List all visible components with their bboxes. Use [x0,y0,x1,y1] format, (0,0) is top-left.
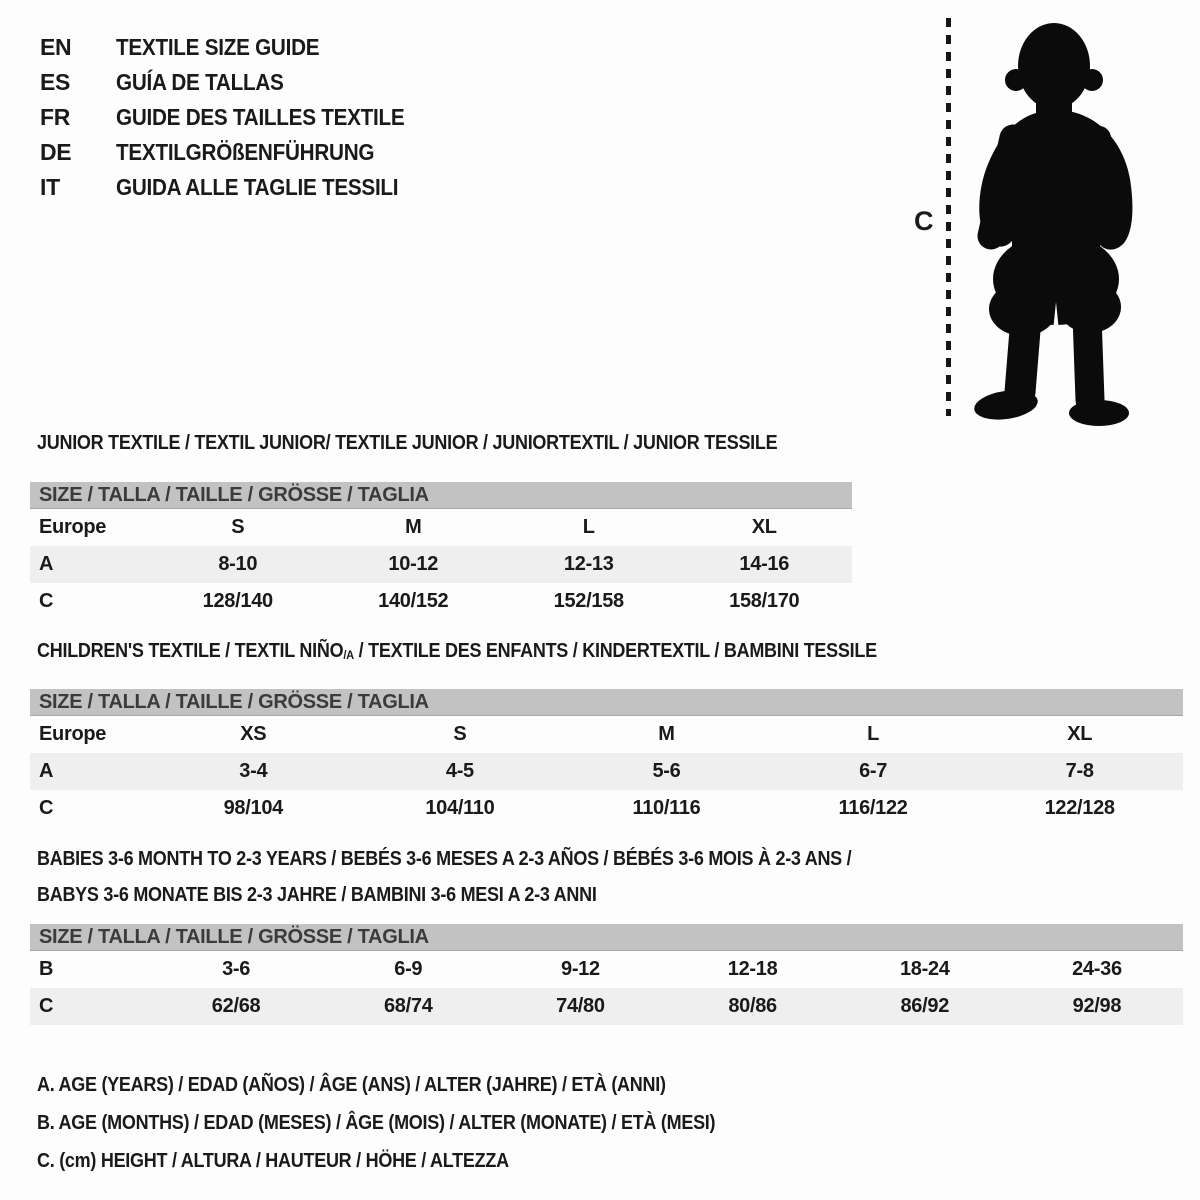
language-row-es [40,69,437,104]
language-label: GUÍA DE TALLAS [116,69,284,95]
children-size-table [30,689,1183,827]
language-label: TEXTILGRÖßENFÜHRUNG [116,139,375,165]
row-label: A [39,553,54,575]
children-heading-subscript: /A [343,648,354,663]
row-label: C [39,797,54,819]
size-cell: S [453,723,467,745]
language-label: TEXTILE SIZE GUIDE [116,34,320,60]
size-header-text: SIZE / TALLA / TAILLE / GRÖSSE / TAGLIA [39,483,429,506]
height-measure-dashed-line [946,18,951,416]
size-cell: 10-12 [388,553,439,575]
babies-size-table [30,924,1183,1025]
babies-heading-line2: BABYS 3-6 MONATE BIS 2-3 JAHRE / BAMBINI 3-6 MESI A 2-3 ANNI [37,884,597,906]
children-heading-text [37,640,877,663]
size-cell: 110/116 [632,797,701,819]
size-cell: 62/68 [211,995,261,1017]
size-header-bar [30,689,1183,716]
size-cell: 116/122 [838,797,908,819]
size-cell: 6-9 [394,958,423,980]
children-section-heading [37,640,970,663]
legend-line-a: A. AGE (YEARS) / EDAD (AÑOS) / ÂGE (ANS) / ALTER (JAHRE) / ETÀ (ANNI) [37,1074,666,1096]
table-row [30,509,852,546]
size-cell: 122/128 [1044,797,1115,819]
size-cell: 3-4 [239,760,268,782]
measurement-legend [37,1066,791,1180]
language-code: EN [40,34,72,60]
row-label: Europe [39,516,107,538]
legend-line-b: B. AGE (MONTHS) / EDAD (MESES) / ÂGE (MOIS) / ALTER (MONATE) / ETÀ (MESI) [37,1112,716,1134]
babies-section-heading [37,841,942,913]
language-label: GUIDE DES TAILLES TEXTILE [116,104,405,130]
size-cell: 24-36 [1072,958,1122,980]
size-cell: 158/170 [729,590,800,612]
row-label: C [39,590,54,612]
language-code: IT [40,174,60,200]
children-heading-suffix: / TEXTILE DES ENFANTS / KINDERTEXTIL / BAMBINI TESSILE [353,640,877,662]
size-cell: 4-5 [445,760,474,782]
size-cell: 3-6 [222,958,251,980]
size-header-text: SIZE / TALLA / TAILLE / GRÖSSE / TAGLIA [39,925,429,948]
size-cell: 152/158 [553,590,624,612]
size-cell: L [582,516,595,538]
junior-section-heading [37,432,860,455]
language-label: GUIDA ALLE TAGLIE TESSILI [116,174,399,200]
size-cell: 8-10 [218,553,258,575]
table-row [30,951,1183,988]
size-cell: L [867,723,880,745]
row-label: B [39,958,54,980]
size-cell: 86/92 [900,995,950,1017]
size-cell: M [658,723,675,745]
size-cell: 128/140 [202,590,273,612]
size-cell: 80/86 [728,995,777,1017]
legend-line-c: C. (cm) HEIGHT / ALTURA / HAUTEUR / HÖHE / ALTEZZA [37,1150,509,1172]
language-row-de [40,139,437,174]
table-row [30,753,1183,790]
table-row [30,583,852,620]
language-row-en [40,34,437,69]
table-row [30,546,852,583]
toddler-silhouette-icon [966,12,1146,428]
language-code: ES [40,69,71,95]
size-cell: S [231,516,245,538]
size-cell: 12-13 [563,553,614,575]
size-header-bar [30,924,1183,951]
children-heading-prefix: CHILDREN'S TEXTILE / TEXTIL NIÑO [37,640,344,662]
size-cell: 6-7 [859,760,888,782]
size-cell: XS [240,723,267,745]
size-cell: M [405,516,422,538]
junior-heading-text: JUNIOR TEXTILE / TEXTIL JUNIOR/ TEXTILE JUNIOR / JUNIORTEXTIL / JUNIOR TESSILE [37,432,778,454]
table-row [30,790,1183,827]
size-cell: 7-8 [1065,760,1094,782]
size-cell: 140/152 [378,590,449,612]
size-cell: 5-6 [652,760,681,782]
size-cell: 98/104 [223,797,283,819]
language-row-fr [40,104,437,139]
language-row-it [40,174,437,209]
size-cell: 9-12 [561,958,600,980]
size-cell: 74/80 [556,995,605,1017]
size-header-bar [30,482,852,509]
babies-heading-line1: BABIES 3-6 MONTH TO 2-3 YEARS / BEBÉS 3-6 MESES A 2-3 AÑOS / BÉBÉS 3-6 MOIS À 2-3 ANS / [37,848,852,870]
size-cell: 12-18 [727,958,778,980]
height-measure-label: C [914,206,934,236]
size-cell: XL [1067,723,1093,745]
size-cell: 14-16 [739,553,790,575]
size-cell: 92/98 [1072,995,1122,1017]
row-label: A [39,760,54,782]
row-label: C [39,995,54,1017]
size-cell: 18-24 [899,958,950,980]
table-row [30,988,1183,1025]
size-header-text: SIZE / TALLA / TAILLE / GRÖSSE / TAGLIA [39,690,429,713]
size-cell: 68/74 [383,995,433,1017]
size-cell: 104/110 [425,797,495,819]
size-cell: XL [751,516,777,538]
language-code: FR [40,104,71,130]
junior-size-table [30,482,852,620]
row-label: Europe [39,723,107,745]
language-code: DE [40,139,72,165]
table-row [30,716,1183,753]
language-list [40,34,437,209]
